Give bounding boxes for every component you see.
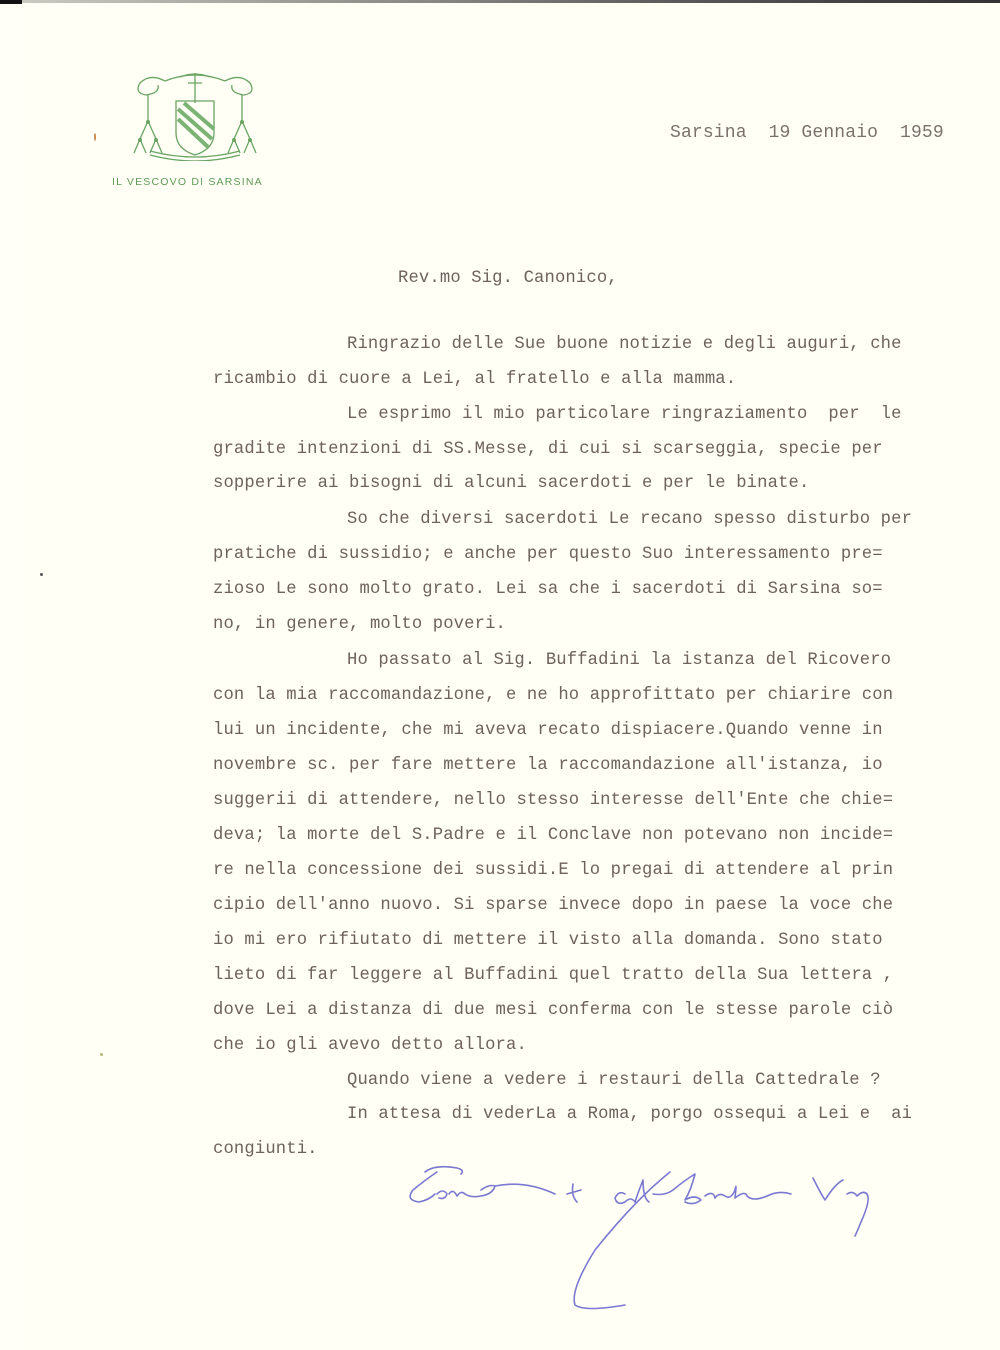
letterhead-title: IL VESCOVO DI SARSINA — [112, 176, 263, 188]
text-line: zioso Le sono molto grato. Lei sa che i sacerdoti di Sarsina so= — [213, 580, 883, 599]
letterhead — [110, 51, 280, 161]
text-line: che io gli avevo detto allora. — [213, 1036, 527, 1055]
paper-speck — [100, 1053, 103, 1056]
text-line: sopperire ai bisogni di alcuni sacerdoti e per le binate. — [213, 474, 810, 493]
salutation: Rev.mo Sig. Canonico, — [398, 269, 618, 288]
signature — [395, 1150, 995, 1320]
text-line: In attesa di vederLa a Roma, porgo ossequi a Lei e ai — [347, 1105, 913, 1124]
text-line: Ringrazio delle Sue buone notizie e degli auguri, che — [347, 335, 902, 354]
paper-speck — [94, 133, 96, 141]
text-line: deva; la morte del S.Padre e il Conclave non potevano non incide= — [213, 826, 894, 845]
text-line: lui un incidente, che mi aveva recato dispiacere.Quando venne in — [213, 721, 883, 740]
text-line: io mi ero rifiutato di mettere il visto alla domanda. Sono stato — [213, 931, 883, 950]
text-line: gradite intenzioni di SS.Messe, di cui si scarseggia, specie per — [213, 440, 883, 459]
text-line: congiunti. — [213, 1140, 318, 1159]
text-line: cipio dell'anno nuovo. Si sparse invece dopo in paese la voce che — [213, 896, 894, 915]
dateline: Sarsina 19 Gennaio 1959 — [670, 123, 944, 143]
text-line: dove Lei a distanza di due mesi conferma con le stesse parole ciò — [213, 1001, 894, 1020]
paper-speck — [40, 573, 43, 576]
coat-of-arms-icon — [110, 51, 280, 161]
scan-edge — [0, 0, 22, 4]
text-line: Quando viene a vedere i restauri della Cattedrale ? — [347, 1071, 881, 1090]
text-line: con la mia raccomandazione, e ne ho approfittato per chiarire con — [213, 686, 894, 705]
text-line: Ho passato al Sig. Buffadini la istanza del Ricovero — [347, 651, 892, 670]
text-line: re nella concessione dei sussidi.E lo pregai di attendere al prin — [213, 861, 894, 880]
text-line: ricambio di cuore a Lei, al fratello e alla mamma. — [213, 370, 737, 389]
letter-page — [22, 3, 1000, 1350]
text-line: pratiche di sussidio; e anche per questo Suo interessamento pre= — [213, 545, 883, 564]
text-line: novembre sc. per fare mettere la raccomandazione all'istanza, io — [213, 756, 883, 775]
text-line: suggerii di attendere, nello stesso interesse dell'Ente che chie= — [213, 791, 894, 810]
text-line: no, in genere, molto poveri. — [213, 615, 506, 634]
text-line: Le esprimo il mio particolare ringraziamento per le — [347, 405, 902, 424]
text-line: So che diversi sacerdoti Le recano spesso disturbo per — [347, 510, 913, 529]
text-line: lieto di far leggere al Buffadini quel tratto della Sua lettera , — [213, 966, 894, 985]
